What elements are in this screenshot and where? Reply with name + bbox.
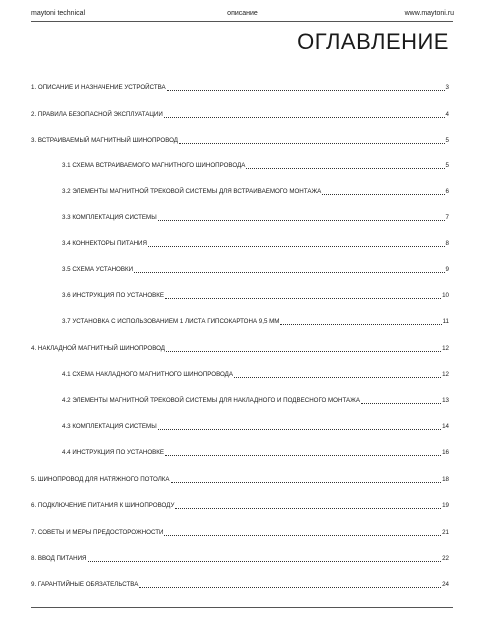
toc-entry-label: 3.3 КОМПЛЕКТАЦИЯ СИСТЕМЫ <box>62 214 157 221</box>
toc-subentry[interactable] <box>62 160 449 170</box>
toc-entry-page: 19 <box>442 502 449 509</box>
toc-entry-label: 5. ШИНОПРОВОД ДЛЯ НАТЯЖНОГО ПОТОЛКА <box>31 476 170 483</box>
toc-subentry[interactable] <box>62 186 449 196</box>
toc-entry-label: 3. ВСТРАИВАЕМЫЙ МАГНИТНЫЙ ШИНОПРОВОД <box>31 137 178 144</box>
toc-leader-dots <box>171 482 442 483</box>
toc-entry[interactable] <box>31 553 449 563</box>
toc-entry-page: 13 <box>442 397 449 404</box>
toc-entry-page: 10 <box>442 292 449 299</box>
toc-entry[interactable] <box>31 474 449 484</box>
toc-entry[interactable] <box>31 527 449 537</box>
toc-leader-dots <box>88 561 442 562</box>
toc-leader-dots <box>134 272 444 273</box>
toc-entry[interactable] <box>31 109 449 119</box>
toc-entry-label: 3.4 КОННЕКТОРЫ ПИТАНИЯ <box>62 240 147 247</box>
toc-subentry[interactable] <box>62 290 449 300</box>
toc-entry-page: 9 <box>445 266 449 273</box>
toc-entry-label: 4.4 ИНСТРУКЦИЯ ПО УСТАНОВКЕ <box>62 449 165 456</box>
toc-subentry[interactable] <box>62 264 449 274</box>
toc-entry-label: 4. НАКЛАДНОЙ МАГНИТНЫЙ ШИНОПРОВОД <box>31 345 165 352</box>
toc-subentry[interactable] <box>62 447 449 457</box>
toc-entry-page: 11 <box>442 318 449 325</box>
toc-leader-dots <box>361 403 441 404</box>
toc-entry-label: 3.5 СХЕМА УСТАНОВКИ <box>62 266 134 273</box>
toc-entry-page: 21 <box>442 529 449 536</box>
toc-entry-page: 24 <box>442 581 449 588</box>
toc-leader-dots <box>280 324 441 325</box>
toc-leader-dots <box>167 90 445 91</box>
toc-leader-dots <box>165 298 441 299</box>
toc-entry-label: 3.1 СХЕМА ВСТРАИВАЕМОГО МАГНИТНОГО ШИНОПРОВОДА <box>62 162 246 169</box>
header-section: описание <box>227 10 258 17</box>
toc-leader-dots <box>322 194 444 195</box>
toc-subentry[interactable] <box>62 369 449 379</box>
toc-entry-page: 3 <box>445 84 449 91</box>
toc-subentry[interactable] <box>62 212 449 222</box>
toc-entry-page: 22 <box>442 555 449 562</box>
toc-entry-label: 3.7 УСТАНОВКА С ИСПОЛЬЗОВАНИЕМ 1 ЛИСТА ГИПСОКАРТОНА 9,5 ММ <box>62 318 280 325</box>
toc-leader-dots <box>166 351 441 352</box>
toc-entry-label: 3.6 ИНСТРУКЦИЯ ПО УСТАНОВКЕ <box>62 292 165 299</box>
toc-entry-label: 4.1 СХЕМА НАКЛАДНОГО МАГНИТНОГО ШИНОПРОВОДА <box>62 371 234 378</box>
toc-entry-page: 5 <box>445 162 449 169</box>
toc-subentry[interactable] <box>62 316 449 326</box>
toc-subentry[interactable] <box>62 395 449 405</box>
toc-entry-label: 9. ГАРАНТИЙНЫЕ ОБЯЗАТЕЛЬСТВА <box>31 581 139 588</box>
header-brand: maytoni technical <box>31 10 86 17</box>
toc-leader-dots <box>234 377 441 378</box>
toc-entry[interactable] <box>31 500 449 510</box>
toc-entry-page: 18 <box>442 476 449 483</box>
toc-leader-dots <box>158 220 445 221</box>
toc-entry-page: 12 <box>442 345 449 352</box>
toc-entry-page: 8 <box>445 240 449 247</box>
toc-subentry[interactable] <box>62 238 449 248</box>
header-website-link[interactable]: www.maytoni.ru <box>404 10 454 17</box>
toc-entry-label: 4.3 КОМПЛЕКТАЦИЯ СИСТЕМЫ <box>62 423 157 430</box>
toc-leader-dots <box>148 246 445 247</box>
toc-entry-page: 7 <box>445 214 449 221</box>
toc-leader-dots <box>175 508 441 509</box>
toc-entry[interactable] <box>31 82 449 92</box>
toc-entry-page: 4 <box>445 111 449 118</box>
toc-leader-dots <box>246 168 444 169</box>
toc-entry[interactable] <box>31 343 449 353</box>
toc-entry-label: 8. ВВОД ПИТАНИЯ <box>31 555 87 562</box>
footer-divider <box>31 607 453 608</box>
toc-leader-dots <box>139 587 441 588</box>
toc-entry-label: 4.2 ЭЛЕМЕНТЫ МАГНИТНОЙ ТРЕКОВОЙ СИСТЕМЫ ДЛЯ НАКЛАДНОГО И ПОДВЕСНОГО МОНТАЖА <box>62 397 360 404</box>
toc-leader-dots <box>179 143 445 144</box>
toc-leader-dots <box>164 117 445 118</box>
toc-entry-page: 14 <box>442 423 449 430</box>
toc-leader-dots <box>158 429 441 430</box>
toc-entry-label: 7. СОВЕТЫ И МЕРЫ ПРЕДОСТОРОЖНОСТИ <box>31 529 164 536</box>
toc-subentry[interactable] <box>62 421 449 431</box>
toc-entry-page: 12 <box>442 371 449 378</box>
toc-entry-label: 6. ПОДКЛЮЧЕНИЕ ПИТАНИЯ К ШИНОПРОВОДУ <box>31 502 175 509</box>
toc-leader-dots <box>165 455 441 456</box>
page-title: ОГЛАВЛЕНИЕ <box>297 29 449 54</box>
toc-entry-page: 6 <box>445 188 449 195</box>
toc-leader-dots <box>164 535 441 536</box>
toc-entry-label: 3.2 ЭЛЕМЕНТЫ МАГНИТНОЙ ТРЕКОВОЙ СИСТЕМЫ ДЛЯ ВСТРАИВАЕМОГО МОНТАЖА <box>62 188 322 195</box>
toc-entry-page: 16 <box>442 449 449 456</box>
toc-entry-page: 5 <box>445 137 449 144</box>
toc-entry[interactable] <box>31 579 449 589</box>
toc-entry-label: 2. ПРАВИЛА БЕЗОПАСНОЙ ЭКСПЛУАТАЦИИ <box>31 111 163 118</box>
toc-entry[interactable] <box>31 135 449 145</box>
toc-entry-label: 1. ОПИСАНИЕ И НАЗНАЧЕНИЕ УСТРОЙСТВА <box>31 84 166 91</box>
